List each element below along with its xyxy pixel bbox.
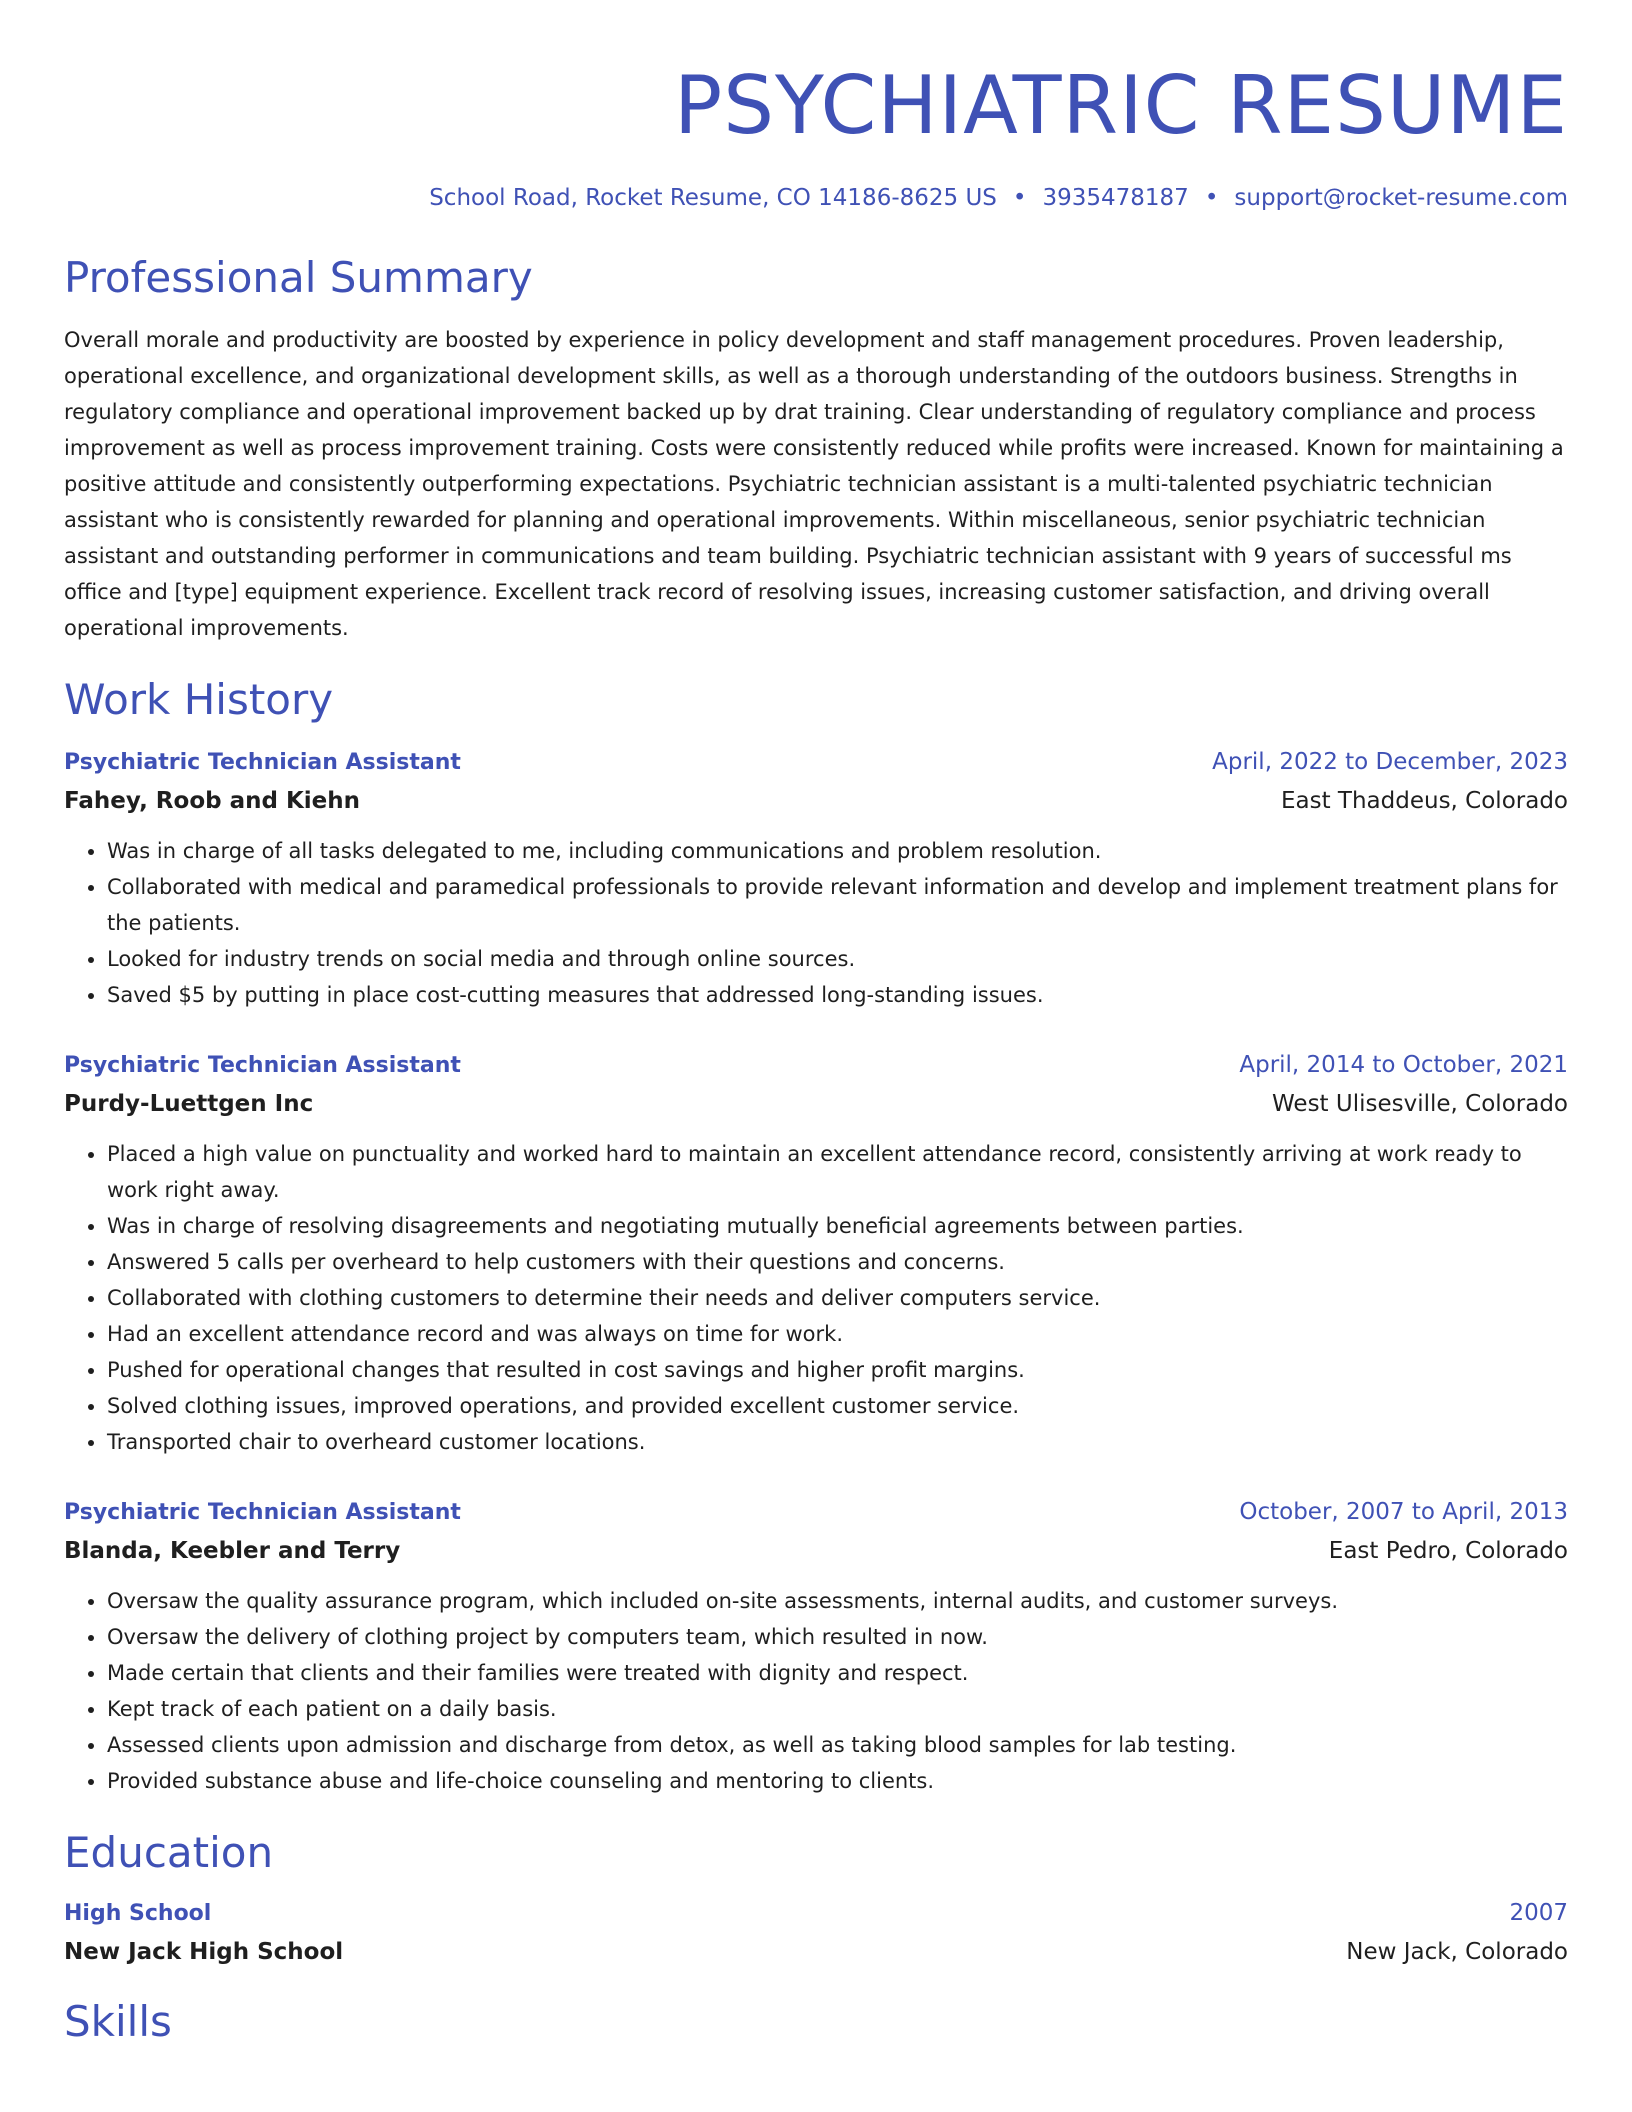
job-bullet: • Transported chair to overheard customer locations.	[107, 1424, 1568, 1460]
contact-line	[64, 182, 1568, 214]
job-bullet: • Placed a high value on punctuality and worked hard to maintain an excellent attendance record, consistently arriving at work ready to work right away.	[107, 1136, 1568, 1208]
education-heading: Education	[64, 1828, 274, 1877]
job-bullet: • Pushed for operational changes that resulted in cost savings and higher profit margins.	[107, 1352, 1568, 1388]
job-company: Blanda, Keebler and Terry	[64, 1538, 401, 1564]
job-bullet: • Was in charge of resolving disagreements and negotiating mutually beneficial agreements between parties.	[107, 1208, 1568, 1244]
job-bullet: • Assessed clients upon admission and discharge from detox, as well as taking blood samples for lab testing.	[107, 1727, 1568, 1763]
job-bullet: • Oversaw the quality assurance program, which included on-site assessments, internal audits, and customer surveys.	[107, 1583, 1568, 1619]
work-history-heading: Work History	[64, 675, 334, 724]
job-location: West Ulisesville, Colorado	[1272, 1091, 1568, 1117]
contact-separator: •	[1204, 185, 1219, 211]
job-location: East Thaddeus, Colorado	[1280, 788, 1568, 814]
job-bullets	[64, 1136, 1568, 1460]
job-location: East Pedro, Colorado	[1328, 1538, 1568, 1564]
skills-heading: Skills	[64, 1997, 172, 2046]
job-dates: April, 2014 to October, 2021	[1239, 1052, 1568, 1078]
job-bullet: • Oversaw the delivery of clothing project by computers team, which resulted in now.	[107, 1619, 1568, 1655]
contact-separator: •	[1012, 185, 1027, 211]
job-entry	[64, 744, 1568, 1013]
job-bullet: • Solved clothing issues, improved operations, and provided excellent customer service.	[107, 1388, 1568, 1424]
education-year: 2007	[1509, 1900, 1568, 1926]
contact-address: School Road, Rocket Resume, CO 14186-8625 US	[429, 185, 997, 211]
summary-text: Overall morale and productivity are boosted by experience in policy development and staff management procedures. Proven leadership, operational excellence, and organizational development skills, as well as a thorough understanding of the outdoors business. Strengths in regulatory compliance and operational improvement backed up by drat training. Clear understanding of regulatory compliance and process improvement as well as process improvement training. Costs were consistently reduced while profits were increased. Known for maintaining a positive attitude and consistently outperforming expectations. Psychiatric technician assistant is a multi-talented psychiatric technician assistant who is consistently rewarded for planning and operational improvements. Within miscellaneous, senior psychiatric technician assistant and outstanding performer in communications and team building. Psychiatric technician assistant with 9 years of successful ms office and [type] equipment experience. Excellent track record of resolving issues, increasing customer satisfaction, and driving overall operational improvements.	[64, 328, 1564, 640]
job-bullet: • Collaborated with clothing customers to determine their needs and deliver computers service.	[107, 1280, 1568, 1316]
job-dates: April, 2022 to December, 2023	[1212, 749, 1568, 775]
summary-heading: Professional Summary	[64, 253, 533, 302]
job-bullet: • Looked for industry trends on social media and through online sources.	[107, 941, 1568, 977]
job-entry	[64, 1494, 1568, 1799]
job-bullet: • Provided substance abuse and life-choice counseling and mentoring to clients.	[107, 1763, 1568, 1799]
education-location: New Jack, Colorado	[1346, 1939, 1568, 1965]
education-entry	[64, 1895, 1568, 1972]
job-dates: October, 2007 to April, 2013	[1239, 1499, 1568, 1525]
education-school: New Jack High School	[64, 1939, 344, 1965]
job-bullet: • Made certain that clients and their families were treated with dignity and respect.	[107, 1655, 1568, 1691]
job-company: Purdy-Luettgen Inc	[64, 1091, 314, 1117]
job-bullet: • Collaborated with medical and paramedical professionals to provide relevant information and develop and implement treatment plans for the patients.	[107, 869, 1568, 941]
job-bullets	[64, 1583, 1568, 1799]
job-role: Psychiatric Technician Assistant	[64, 1053, 461, 1078]
job-bullet: • Saved $5 by putting in place cost-cutting measures that addressed long-standing issues.	[107, 977, 1568, 1013]
contact-phone: 3935478187	[1042, 185, 1189, 211]
job-entry	[64, 1047, 1568, 1460]
education-degree: High School	[64, 1901, 212, 1926]
job-bullet: • Had an excellent attendance record and was always on time for work.	[107, 1316, 1568, 1352]
job-bullet: • Kept track of each patient on a daily basis.	[107, 1691, 1568, 1727]
job-bullet: • Answered 5 calls per overheard to help customers with their questions and concerns.	[107, 1244, 1568, 1280]
resume-name: PSYCHIATRIC RESUME	[673, 59, 1568, 152]
contact-email[interactable]: support@rocket-resume.com	[1234, 185, 1568, 211]
job-role: Psychiatric Technician Assistant	[64, 750, 461, 775]
job-role: Psychiatric Technician Assistant	[64, 1500, 461, 1525]
job-company: Fahey, Roob and Kiehn	[64, 788, 361, 814]
job-bullets	[64, 833, 1568, 1013]
job-bullet: • Was in charge of all tasks delegated to me, including communications and problem resolution.	[107, 833, 1568, 869]
